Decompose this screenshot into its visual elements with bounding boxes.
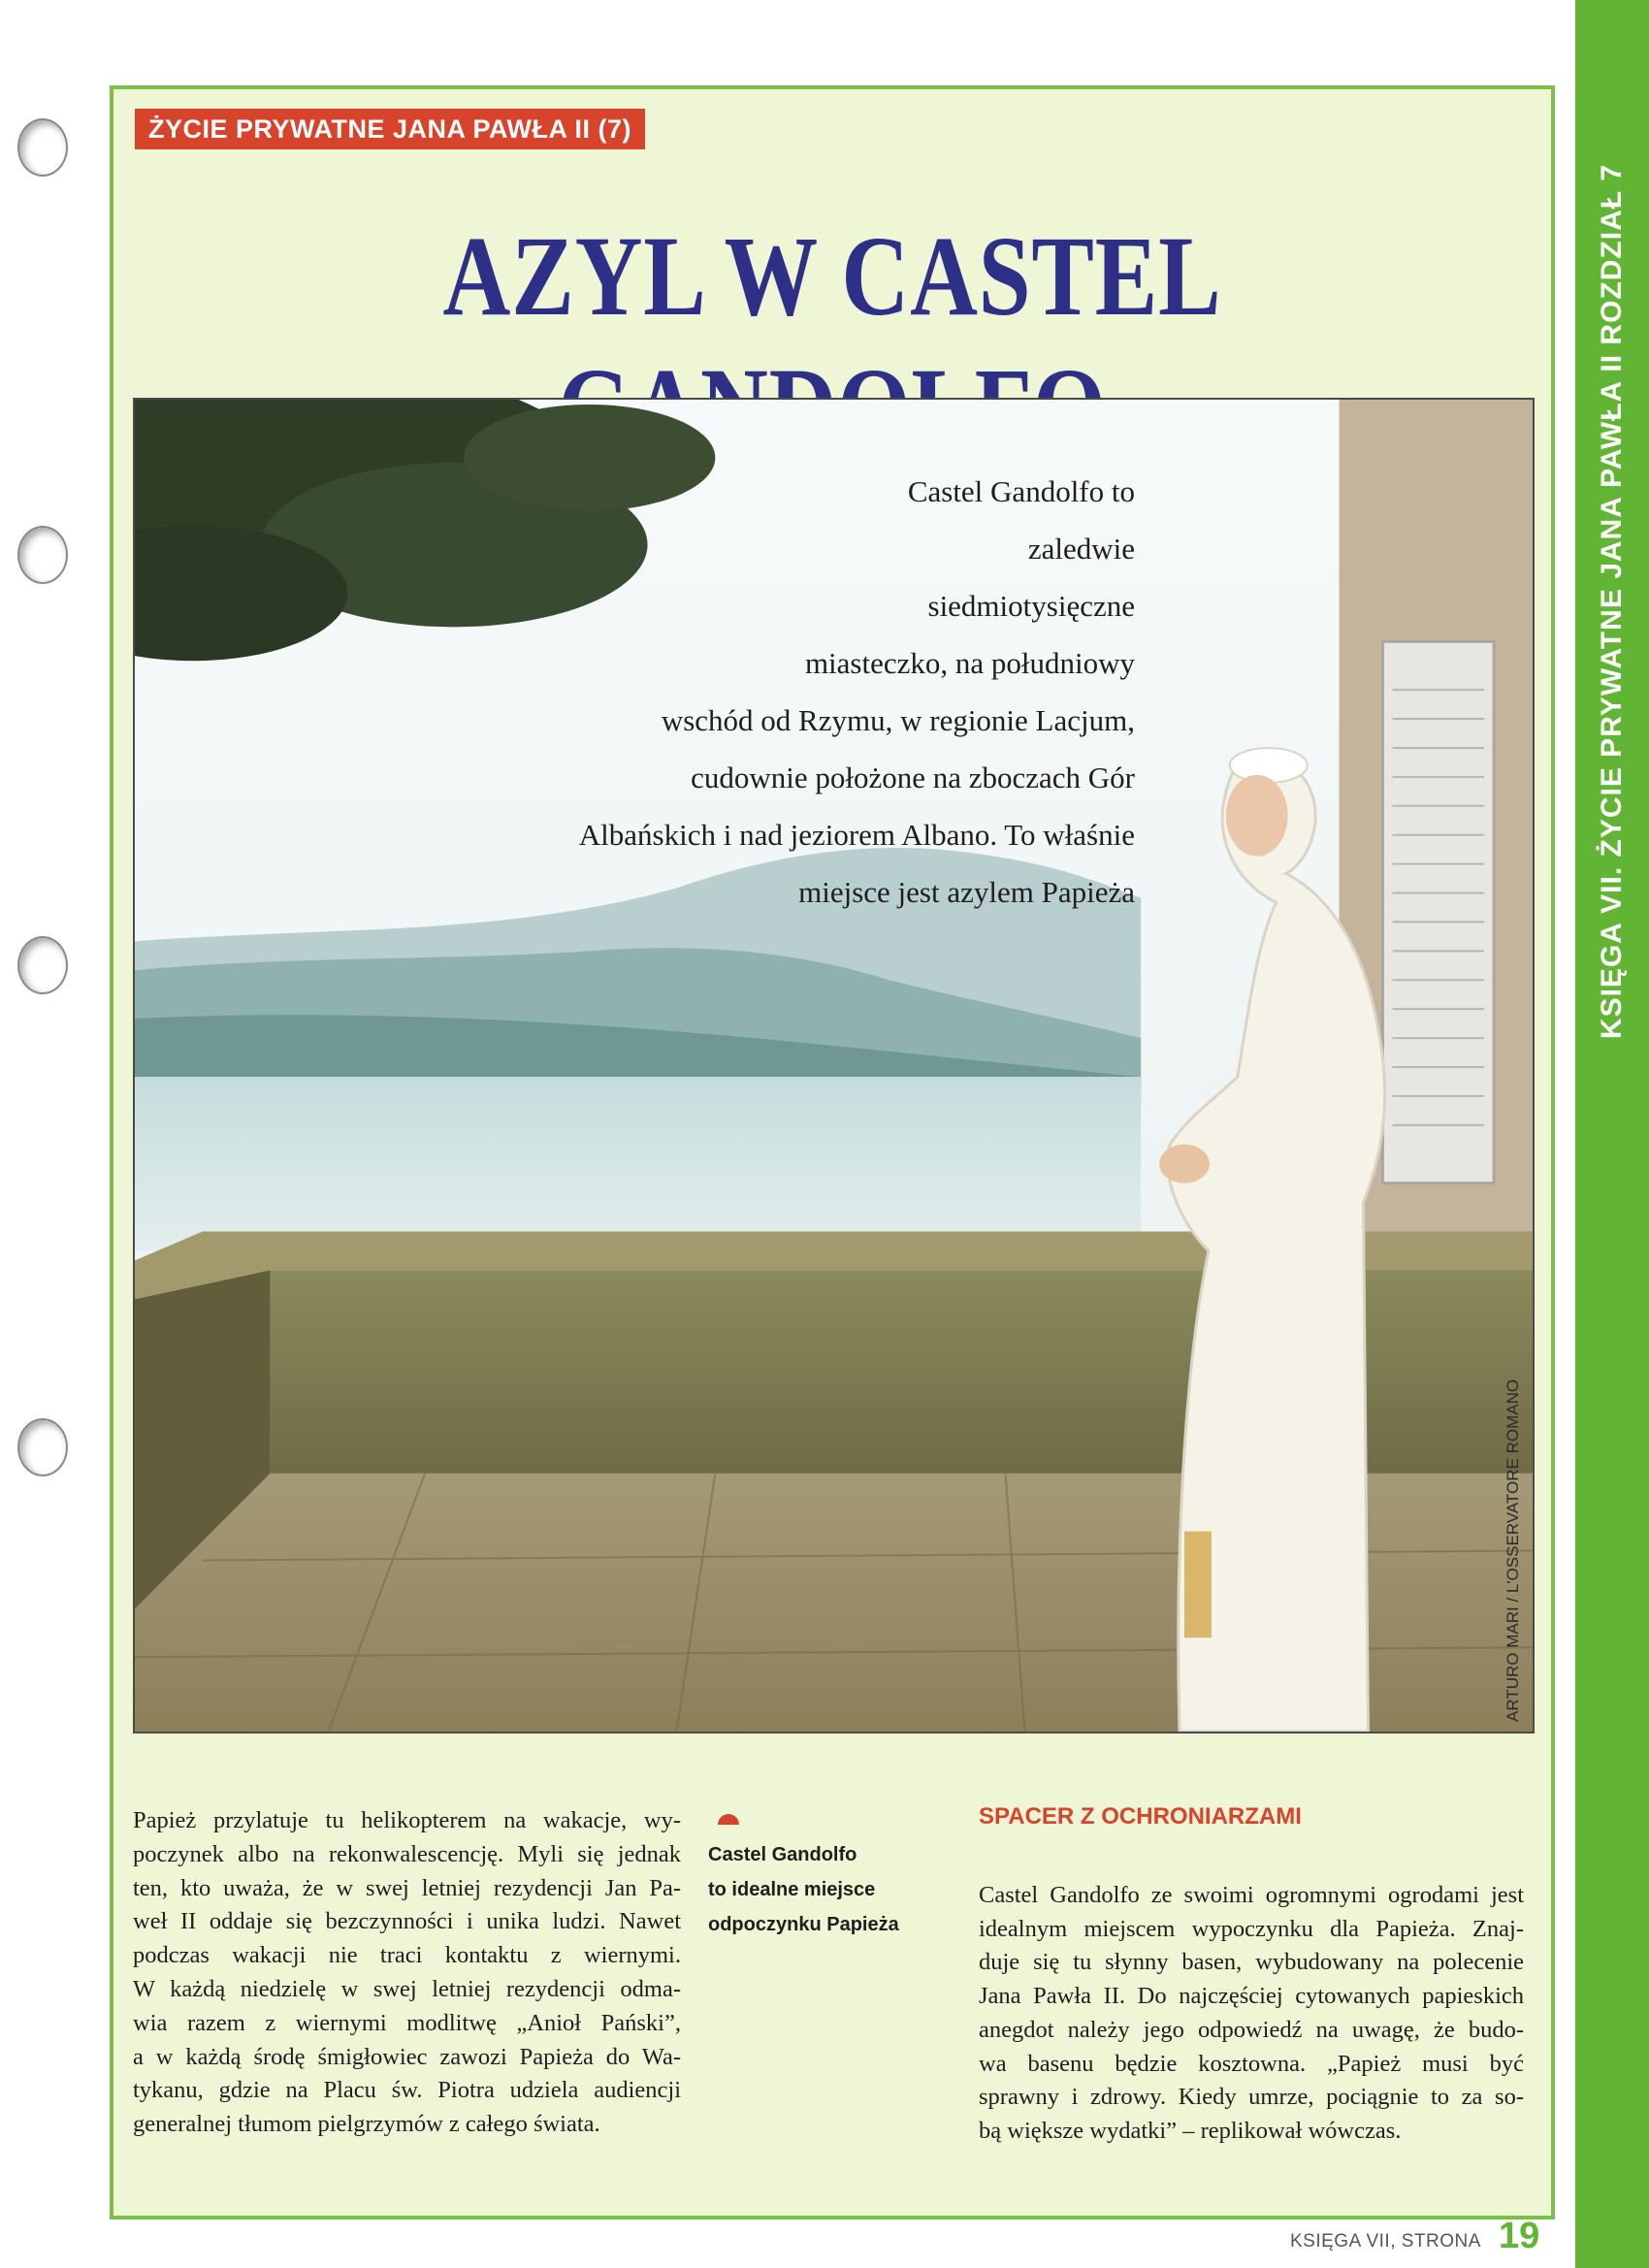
caption-line: Castel Gandolfo bbox=[708, 1844, 857, 1865]
body-line: ten, kto uważa, że w swej letniej rezydencji Jan Pa- bbox=[133, 1874, 681, 1901]
sidebar-line: Jana Pawła II. Do najczęściej cytowanych papieskich bbox=[979, 1983, 1524, 2010]
lede-line: Albańskich i nad jeziorem Albano. To właśnie bbox=[578, 818, 1135, 852]
series-kicker: ŻYCIE PRYWATNE JANA PAWŁA II (7) bbox=[135, 109, 645, 149]
body-left-column bbox=[133, 1804, 681, 2142]
binder-hole-lower bbox=[17, 1418, 68, 1476]
main-photo bbox=[133, 398, 1535, 1733]
binder-hole-upper bbox=[17, 526, 68, 584]
body-line: a w każdą środę śmigłowiec zawozi Papieża do Wa- bbox=[133, 2043, 681, 2070]
sidebar-text bbox=[979, 1879, 1524, 2149]
hands bbox=[1159, 1145, 1210, 1183]
lede-text bbox=[398, 463, 1135, 921]
body-line: podczas wakacji nie traci kontaktu z wiernymi. bbox=[133, 1942, 681, 1969]
lede-line: siedmiotysięczne bbox=[927, 589, 1135, 623]
body-line: W każdą niedzielę w swej letniej rezydencji odma- bbox=[133, 1975, 681, 2002]
sidebar-line: idealnym miejscem wypoczynku dla Papieża. Znaj- bbox=[979, 1915, 1524, 1942]
headline: AZYL W CASTEL bbox=[442, 212, 1222, 340]
zucchetto bbox=[1230, 748, 1308, 783]
photo-credit: ARTURO MARI / L'OSSERVATORE ROMANO bbox=[1504, 1378, 1522, 1722]
sidebar-line: sprawny i zdrowy. Kiedy umrze, pociągnie to za so- bbox=[979, 2084, 1524, 2111]
lede-line: miasteczko, na południowy bbox=[804, 646, 1135, 680]
body-line: weł II oddaje się bezczynności i unika ludzi. Nawet bbox=[133, 1908, 681, 1935]
lede-line: miejsce jest azylem Papieża bbox=[798, 875, 1135, 909]
side-strip bbox=[1575, 0, 1649, 2268]
lede-line: wschód od Rzymu, w regionie Lacjum, bbox=[661, 703, 1135, 737]
sidebar-line: duje się tu słynny basen, wybudowany na polecenie bbox=[979, 1949, 1524, 1976]
caption-line: odpoczynku Papieża bbox=[708, 1914, 899, 1935]
content-panel bbox=[110, 85, 1555, 2219]
sidebar-line: Castel Gandolfo ze swoimi ogromnymi ogrodami jest bbox=[979, 1882, 1524, 1908]
body-line: tykanu, gdzie na Placu św. Piotra udziela audiencji bbox=[133, 2077, 681, 2104]
binder-hole-middle bbox=[17, 936, 68, 994]
sidebar-line: anegdot należy jego odpowiedź na uwagę, że budo- bbox=[979, 2016, 1524, 2043]
body-line: generalnej tłumom pielgrzymów z całego świata. bbox=[133, 2111, 600, 2138]
body-line: poczynek albo na rekonwalescencję. Myli się jednak bbox=[133, 1840, 681, 1867]
caption-line: to idealne miejsce bbox=[708, 1879, 876, 1900]
body-line: Papież przylatuje tu helikopterem na wakacje, wy- bbox=[133, 1807, 681, 1833]
binder-hole-top bbox=[17, 118, 68, 177]
sidebar-line: bą większe wydatki” – replikował wówczas. bbox=[979, 2117, 1402, 2144]
body-line: wia razem z wiernymi modlitwę „Anioł Pański”, bbox=[133, 2009, 681, 2036]
page-footer: KSIĘGA VII, STRONA bbox=[1290, 2231, 1481, 2252]
lake bbox=[135, 1077, 1141, 1250]
lede-line: Castel Gandolfo to bbox=[907, 474, 1135, 508]
stole-embroidery bbox=[1184, 1532, 1212, 1638]
page-number: 19 bbox=[1499, 2216, 1540, 2256]
sidebar-line: wa basenu będzie kosztowna. „Papież musi być bbox=[979, 2050, 1524, 2077]
lede-line: cudownie położone na zboczach Gór bbox=[691, 761, 1135, 794]
face bbox=[1226, 775, 1288, 857]
lede-line: zaledwie bbox=[1027, 532, 1135, 566]
side-strip-text: KSIĘGA VII. ŻYCIE PRYWATNE JANA PAWŁA II ROZDZIAŁ 7 bbox=[1596, 163, 1628, 1040]
sidebar-title: SPACER Z OCHRONIARZAMI bbox=[979, 1803, 1302, 1830]
window-shutter bbox=[1382, 641, 1494, 1183]
photo-caption bbox=[708, 1837, 922, 1942]
caption-marker-icon bbox=[718, 1814, 739, 1825]
